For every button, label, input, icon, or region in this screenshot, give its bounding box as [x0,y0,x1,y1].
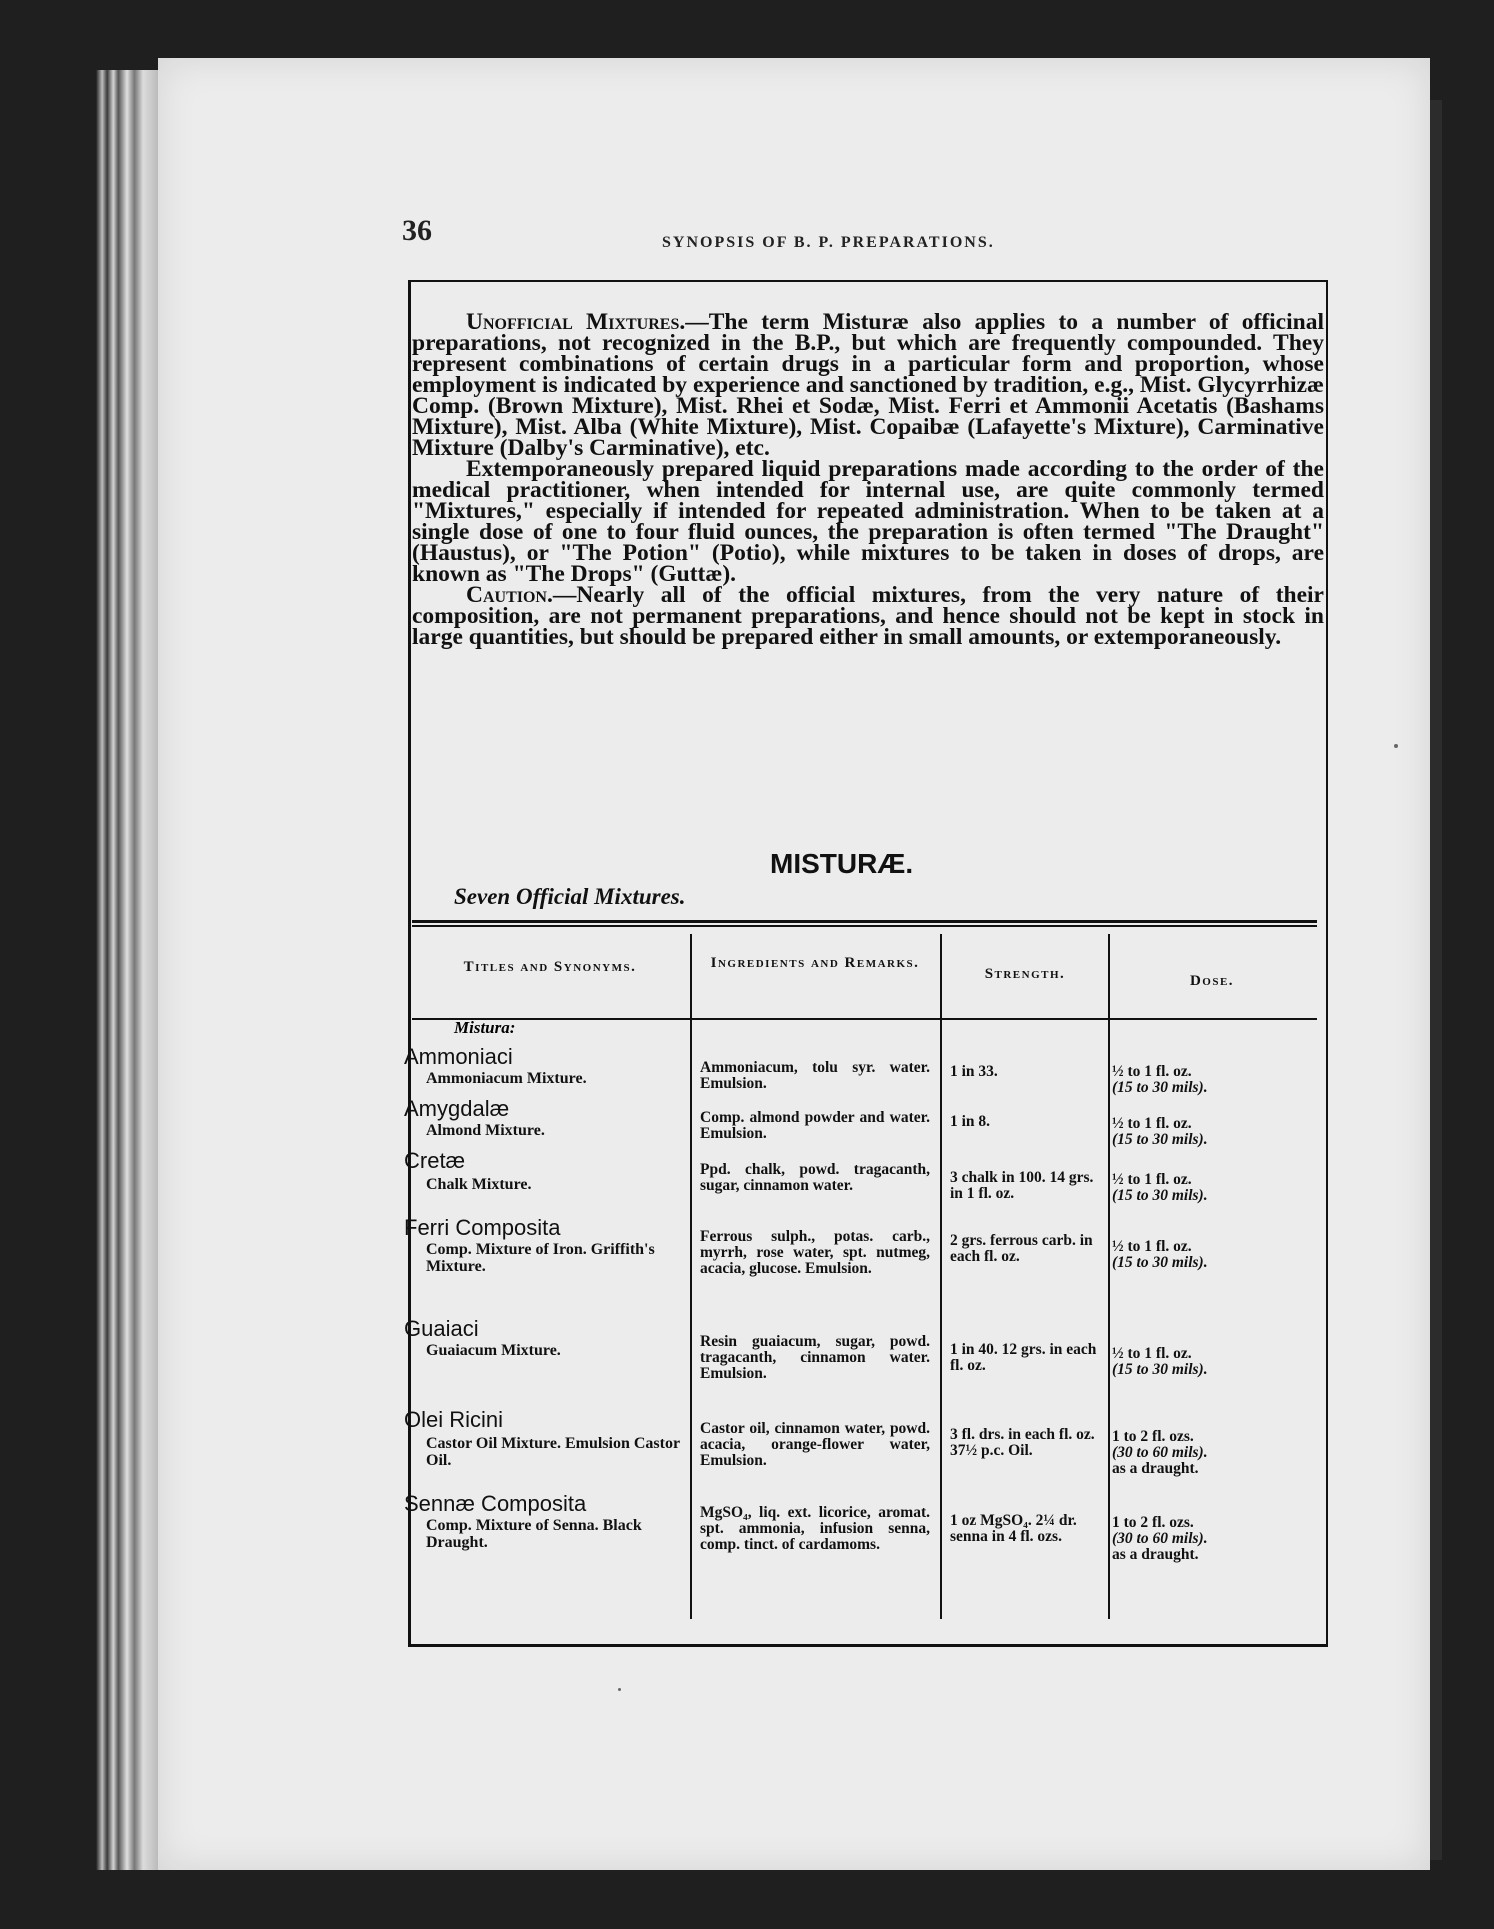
ingredients: Resin guaiacum, sugar, powd. tragacanth, cinnamon water. Emulsion. [700,1333,930,1382]
book-binding [96,70,158,1870]
intro-paragraph-1 [412,309,1324,461]
dose-imperial: 1 to 2 fl. ozs. [1112,1428,1194,1445]
intro-paragraph-3 [412,582,1324,650]
synonyms: Castor Oil Mixture. Emulsion Castor Oil. [426,1435,680,1469]
latin-title: Guaiaci [404,1316,479,1341]
synonyms: Comp. Mixture of Iron. Griffith's Mixture. [426,1241,655,1275]
dose-metric: (15 to 30 mils). [1112,1187,1208,1204]
strength: 3 chalk in 100. 14 grs. in 1 fl. oz. [950,1169,1094,1202]
dose-imperial: 1 to 2 fl. ozs. [1112,1514,1194,1531]
dose-metric: (30 to 60 mils). [1112,1444,1208,1461]
ingredients: Ferrous sulph., potas. carb., myrrh, rose water, spt. nutmeg, acacia, glucose. Emulsion. [700,1228,930,1277]
group-label: Mistura: [454,1018,516,1037]
intro-paragraph-2: Extemporaneously prepared liquid preparations made according to the order of the medical practitioner, when intended for internal use, are quite commonly termed "Mixtures," especially if intended for repeated administration. When to be taken at a single dose of one to four fluid ounces, the preparation is often termed "The Draught" (Haustus), or "The Potion" (Potio), while mixtures to be taken in doses of drops, are known as "The Drops" (Guttæ). [412,456,1324,587]
dose-imperial: ½ to 1 fl. oz. [1112,1063,1192,1080]
synonyms: Guaiacum Mixture. [426,1342,561,1359]
strength: 1 in 40. 12 grs. in each fl. oz. [950,1341,1097,1374]
dose-imperial: ½ to 1 fl. oz. [1112,1171,1192,1188]
ingredients: Comp. almond powder and water. Emulsion. [700,1109,930,1142]
column-divider-1 [690,934,692,1619]
page-edge [1430,100,1442,1860]
synonyms: Ammoniacum Mixture. [426,1070,587,1087]
caution-text: —Nearly all of the official mixtures, from the very nature of their composition, are not permanent preparations, and hence should not be kept in stock in large quantities, but should be prepared either in small amounts, or extemporaneously. [412,582,1324,650]
ingredients: Ppd. chalk, powd. tragacanth, sugar, cinnamon water. [700,1161,930,1194]
ingredients: Castor oil, cinnamon water, powd. acacia, orange-flower water, Emulsion. [700,1420,930,1469]
dose [1112,1515,1302,1563]
ingredients: MgSO₄, liq. ext. licorice, aromat. spt. ammonia, infusion senna, comp. tinct. of cardamoms. [700,1504,930,1553]
dose-note: as a draught. [1112,1546,1199,1563]
dose [1112,1239,1302,1271]
strength: 1 in 33. [950,1063,998,1080]
strength: 1 oz MgSO₄. 2¼ dr. senna in 4 fl. ozs. [950,1512,1077,1545]
column-divider-3 [1108,934,1110,1619]
dose [1112,1116,1302,1148]
dose-metric: (30 to 60 mils). [1112,1530,1208,1547]
running-title: SYNOPSIS OF B. P. PREPARATIONS. [662,234,995,251]
latin-title: Ammoniaci [404,1044,513,1069]
dose [1112,1172,1302,1204]
latin-title: Ferri Composita [404,1215,561,1240]
ingredients: Ammoniacum, tolu syr. water. Emulsion. [700,1059,930,1092]
header-strength: Strength. [984,966,1066,982]
latin-title: Amygdalæ [404,1096,510,1121]
synonyms: Chalk Mixture. [426,1176,532,1193]
dose-metric: (15 to 30 mils). [1112,1079,1208,1096]
header-ingredients: Ingredients and Remarks. [710,955,920,971]
page-speck [1394,744,1398,748]
dose-metric: (15 to 30 mils). [1112,1361,1208,1378]
dose [1112,1346,1302,1378]
strength: 2 grs. ferrous carb. in each fl. oz. [950,1232,1093,1265]
dose-imperial: ½ to 1 fl. oz. [1112,1345,1192,1362]
latin-title: Cretæ [404,1148,466,1173]
dose-note: as a draught. [1112,1460,1199,1477]
latin-title: Olei Ricini [404,1407,504,1432]
page-header [402,214,1122,254]
table-top-rule [412,920,1317,927]
dose-metric: (15 to 30 mils). [1112,1254,1208,1271]
dose-metric: (15 to 30 mils). [1112,1131,1208,1148]
table-header-rule [412,1018,1317,1020]
header-dose: Dose. [1189,973,1235,989]
section-title: MISTURÆ. [770,848,914,879]
strength: 3 fl. drs. in each fl. oz. 37½ p.c. Oil. [950,1426,1095,1459]
section-subtitle: Seven Official Mixtures. [454,884,686,909]
dose [1112,1064,1302,1096]
page-speck [618,1688,621,1691]
column-divider-2 [940,934,942,1619]
header-titles: Titles and Synonyms. [463,959,637,975]
unofficial-mixtures-lead: Unofficial Mixtures. [466,309,686,335]
unofficial-mixtures-text: —The term Misturæ also applies to a number of officinal preparations, not recognized in the B.P., but which are frequently compounded. They represent combinations of certain drugs in a particular form and proportion, whose employment is indicated by experience and sanctioned by tradition, e.g., Mist. Glycyrrhizæ Comp. (Brown Mixture), Mist. Rhei et Sodæ, Mist. Ferri et Ammonii Acetatis (Bashams Mixture), Mist. Alba (White Mixture), Mist. Copaibæ (Lafayette's Mixture), Carminative Mixture (Dalby's Carminative), etc. [412,309,1324,461]
dose [1112,1429,1302,1477]
page-number: 36 [402,214,432,247]
synonyms: Comp. Mixture of Senna. Black Draught. [426,1517,642,1551]
dose-imperial: ½ to 1 fl. oz. [1112,1238,1192,1255]
strength: 1 in 8. [950,1113,991,1130]
synonyms: Almond Mixture. [426,1122,545,1139]
latin-title: Sennæ Composita [404,1491,587,1516]
caution-lead: Caution. [466,582,553,608]
intro-text [412,309,1324,650]
dose-imperial: ½ to 1 fl. oz. [1112,1115,1192,1132]
